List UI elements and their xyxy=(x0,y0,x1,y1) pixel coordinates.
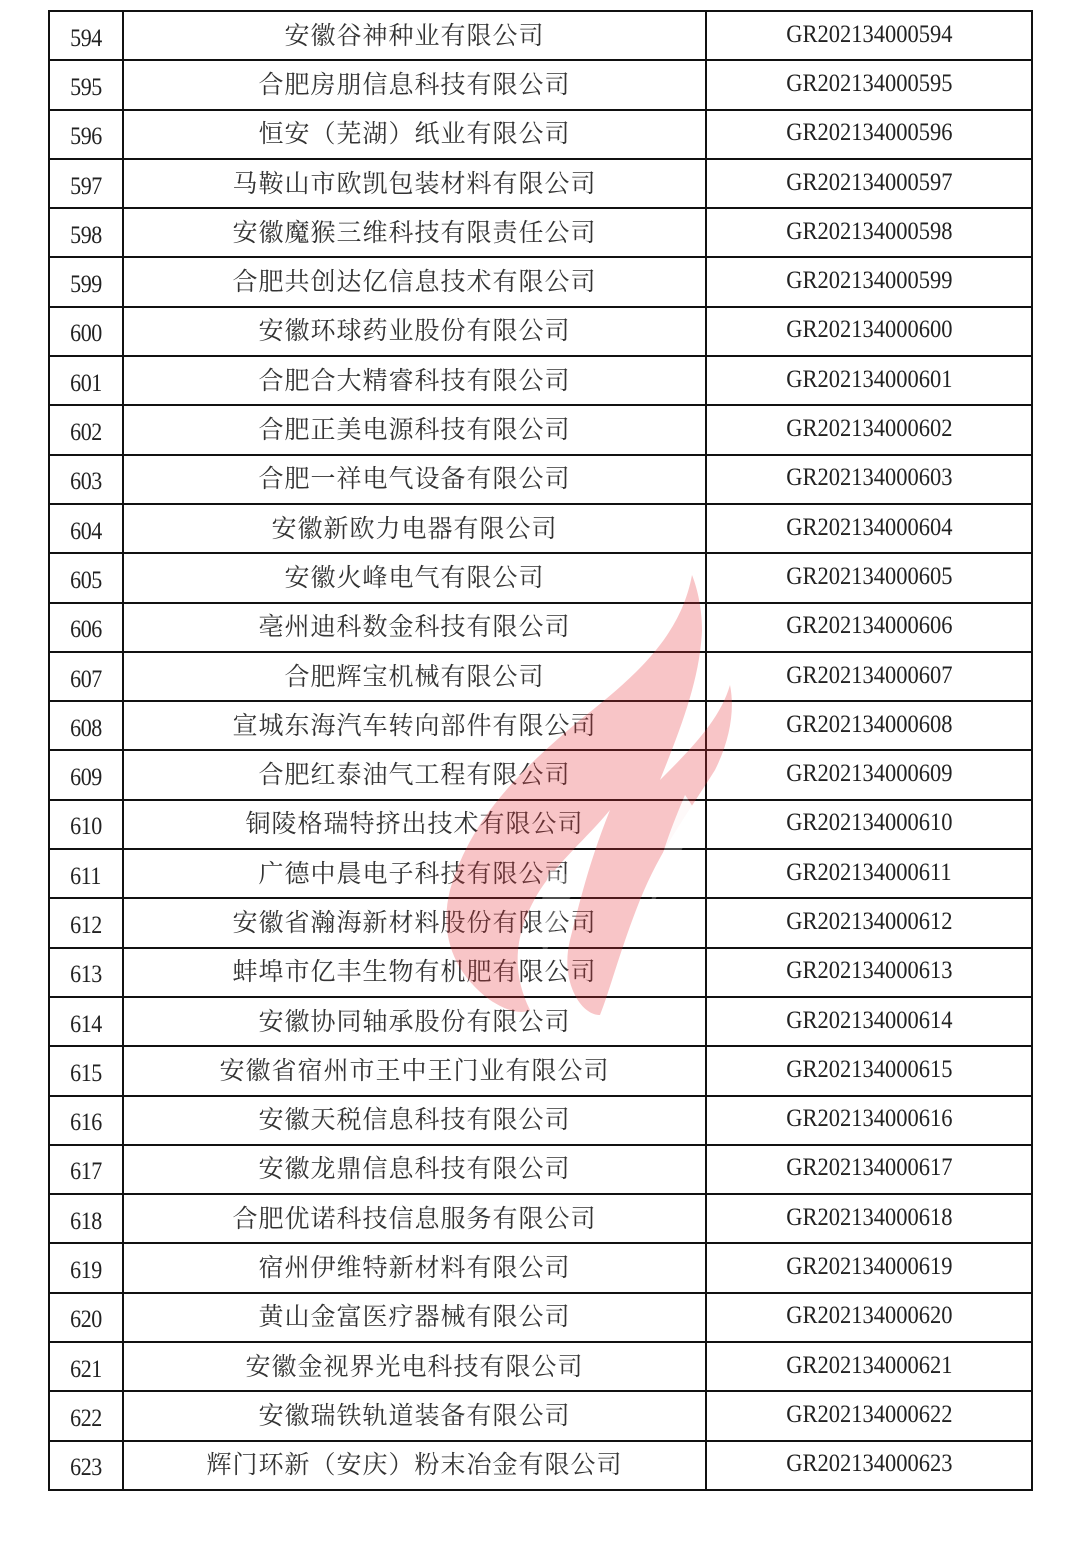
company-name-cell xyxy=(123,603,706,652)
row-number-cell xyxy=(49,110,123,159)
row-number: 616 xyxy=(70,1109,102,1137)
company-name-cell xyxy=(123,1441,706,1490)
certificate-number: GR202134000619 xyxy=(785,1253,953,1281)
row-number-cell xyxy=(49,307,123,356)
company-name-cell xyxy=(123,948,706,997)
company-name: 安徽新欧力电器有限公司 xyxy=(271,513,558,543)
company-name-cell xyxy=(123,1096,706,1145)
row-number: 596 xyxy=(70,123,102,151)
company-name-cell xyxy=(123,455,706,504)
row-number-cell xyxy=(49,898,123,947)
table-row xyxy=(49,849,1032,898)
row-number-cell xyxy=(49,1293,123,1342)
certificate-number: GR202134000597 xyxy=(785,168,953,196)
table-row xyxy=(49,948,1032,997)
row-number-cell xyxy=(49,1441,123,1490)
company-name-cell xyxy=(123,159,706,208)
company-name-cell xyxy=(123,898,706,947)
table-body xyxy=(49,11,1032,1490)
row-number-cell xyxy=(49,603,123,652)
company-name-cell xyxy=(123,1342,706,1391)
table-row xyxy=(49,455,1032,504)
certificate-number: GR202134000609 xyxy=(785,760,953,788)
table-row xyxy=(49,159,1032,208)
row-number-cell xyxy=(49,504,123,553)
company-name: 恒安（芜湖）纸业有限公司 xyxy=(258,119,571,149)
company-name: 安徽省宿州市王中王门业有限公司 xyxy=(219,1055,610,1085)
company-name-cell xyxy=(123,1243,706,1292)
row-number-cell xyxy=(49,159,123,208)
company-name-cell xyxy=(123,1194,706,1243)
certificate-number-cell xyxy=(706,159,1032,208)
company-name-cell xyxy=(123,750,706,799)
row-number: 622 xyxy=(70,1404,102,1432)
company-name-cell xyxy=(123,800,706,849)
row-number-cell xyxy=(49,750,123,799)
table-row xyxy=(49,1441,1032,1490)
row-number-cell xyxy=(49,1046,123,1095)
company-name: 合肥优诺科技信息服务有限公司 xyxy=(232,1203,597,1233)
row-number-cell xyxy=(49,849,123,898)
company-name-cell xyxy=(123,1145,706,1194)
certificate-number: GR202134000603 xyxy=(785,464,953,492)
certificate-number: GR202134000623 xyxy=(785,1450,953,1478)
row-number: 599 xyxy=(70,271,102,299)
row-number-cell xyxy=(49,11,123,60)
table-row xyxy=(49,504,1032,553)
row-number-cell xyxy=(49,257,123,306)
certificate-number: GR202134000622 xyxy=(785,1400,953,1428)
row-number-cell xyxy=(49,1391,123,1440)
company-name: 黄山金富医疗器械有限公司 xyxy=(258,1302,571,1332)
company-name-cell xyxy=(123,1293,706,1342)
row-number: 619 xyxy=(70,1257,102,1285)
table-row xyxy=(49,1342,1032,1391)
certificate-number-cell xyxy=(706,750,1032,799)
company-name: 安徽火峰电气有限公司 xyxy=(284,562,545,592)
certificate-number-cell xyxy=(706,455,1032,504)
row-number: 605 xyxy=(70,566,102,594)
company-name: 辉门环新（安庆）粉末冶金有限公司 xyxy=(206,1450,623,1480)
row-number: 608 xyxy=(70,714,102,742)
certificate-number-cell xyxy=(706,11,1032,60)
company-name-cell xyxy=(123,257,706,306)
certificate-number-cell xyxy=(706,208,1032,257)
company-name-cell xyxy=(123,11,706,60)
row-number: 612 xyxy=(70,911,102,939)
table-row xyxy=(49,60,1032,109)
row-number-cell xyxy=(49,1145,123,1194)
table-row xyxy=(49,800,1032,849)
certificate-number: GR202134000598 xyxy=(785,217,953,245)
company-name: 合肥合大精睿科技有限公司 xyxy=(258,365,571,395)
row-number: 598 xyxy=(70,221,102,249)
table-row xyxy=(49,1293,1032,1342)
row-number-cell xyxy=(49,1243,123,1292)
table-row xyxy=(49,1046,1032,1095)
certificate-number: GR202134000608 xyxy=(785,710,953,738)
certificate-number: GR202134000610 xyxy=(785,809,953,837)
certificate-number: GR202134000618 xyxy=(785,1203,953,1231)
row-number-cell xyxy=(49,701,123,750)
table-row xyxy=(49,553,1032,602)
company-list-table xyxy=(48,10,1033,1491)
certificate-number: GR202134000600 xyxy=(785,316,953,344)
row-number: 603 xyxy=(70,468,102,496)
row-number-cell xyxy=(49,1342,123,1391)
certificate-number: GR202134000613 xyxy=(785,957,953,985)
row-number: 615 xyxy=(70,1059,102,1087)
certificate-number-cell xyxy=(706,1046,1032,1095)
table-row xyxy=(49,652,1032,701)
company-list-table-container xyxy=(48,10,1031,1491)
company-name: 合肥正美电源科技有限公司 xyxy=(258,415,571,445)
company-name-cell xyxy=(123,1391,706,1440)
certificate-number: GR202134000594 xyxy=(785,20,953,48)
table-row xyxy=(49,997,1032,1046)
row-number-cell xyxy=(49,800,123,849)
certificate-number-cell xyxy=(706,1342,1032,1391)
company-name: 安徽省瀚海新材料股份有限公司 xyxy=(232,907,597,937)
certificate-number-cell xyxy=(706,553,1032,602)
table-row xyxy=(49,208,1032,257)
row-number: 601 xyxy=(70,369,102,397)
table-row xyxy=(49,701,1032,750)
row-number: 617 xyxy=(70,1158,102,1186)
row-number: 595 xyxy=(70,73,102,101)
company-name: 蚌埠市亿丰生物有机肥有限公司 xyxy=(232,957,597,987)
certificate-number-cell xyxy=(706,1441,1032,1490)
certificate-number-cell xyxy=(706,1243,1032,1292)
certificate-number-cell xyxy=(706,800,1032,849)
company-name-cell xyxy=(123,553,706,602)
row-number-cell xyxy=(49,356,123,405)
company-name: 安徽瑞铁轨道装备有限公司 xyxy=(258,1400,571,1430)
row-number: 600 xyxy=(70,320,102,348)
certificate-number: GR202134000615 xyxy=(785,1055,953,1083)
row-number-cell xyxy=(49,1194,123,1243)
certificate-number: GR202134000605 xyxy=(785,562,953,590)
company-name: 宿州伊维特新材料有限公司 xyxy=(258,1253,571,1283)
table-row xyxy=(49,356,1032,405)
table-row xyxy=(49,1391,1032,1440)
table-row xyxy=(49,307,1032,356)
certificate-number: GR202134000607 xyxy=(785,661,953,689)
certificate-number: GR202134000604 xyxy=(785,513,953,541)
certificate-number: GR202134000601 xyxy=(785,365,953,393)
row-number: 620 xyxy=(70,1306,102,1334)
table-row xyxy=(49,1243,1032,1292)
table-row xyxy=(49,110,1032,159)
table-row xyxy=(49,750,1032,799)
company-name: 合肥一祥电气设备有限公司 xyxy=(258,464,571,494)
certificate-number: GR202134000614 xyxy=(785,1006,953,1034)
table-row xyxy=(49,1096,1032,1145)
certificate-number: GR202134000616 xyxy=(785,1105,953,1133)
certificate-number: GR202134000595 xyxy=(785,69,953,97)
company-name: 安徽天税信息科技有限公司 xyxy=(258,1105,571,1135)
certificate-number-cell xyxy=(706,405,1032,454)
table-row xyxy=(49,257,1032,306)
row-number-cell xyxy=(49,652,123,701)
row-number: 594 xyxy=(70,24,102,52)
row-number-cell xyxy=(49,60,123,109)
company-name: 合肥辉宝机械有限公司 xyxy=(284,661,545,691)
row-number: 618 xyxy=(70,1207,102,1235)
company-name-cell xyxy=(123,849,706,898)
row-number-cell xyxy=(49,1096,123,1145)
certificate-number-cell xyxy=(706,652,1032,701)
row-number-cell xyxy=(49,948,123,997)
table-row xyxy=(49,11,1032,60)
row-number: 606 xyxy=(70,616,102,644)
certificate-number: GR202134000599 xyxy=(785,267,953,295)
row-number-cell xyxy=(49,997,123,1046)
row-number: 623 xyxy=(70,1454,102,1482)
row-number-cell xyxy=(49,553,123,602)
certificate-number-cell xyxy=(706,356,1032,405)
company-name-cell xyxy=(123,701,706,750)
certificate-number-cell xyxy=(706,1391,1032,1440)
table-row xyxy=(49,1145,1032,1194)
certificate-number-cell xyxy=(706,849,1032,898)
company-name: 马鞍山市欧凯包装材料有限公司 xyxy=(232,168,597,198)
row-number: 602 xyxy=(70,419,102,447)
row-number: 621 xyxy=(70,1355,102,1383)
company-name: 铜陵格瑞特挤出技术有限公司 xyxy=(245,809,584,839)
certificate-number-cell xyxy=(706,257,1032,306)
certificate-number: GR202134000621 xyxy=(785,1351,953,1379)
company-name: 安徽金视界光电科技有限公司 xyxy=(245,1351,584,1381)
company-name-cell xyxy=(123,307,706,356)
row-number: 609 xyxy=(70,764,102,792)
company-name-cell xyxy=(123,60,706,109)
company-name: 安徽谷神种业有限公司 xyxy=(284,20,545,50)
row-number: 597 xyxy=(70,172,102,200)
company-name-cell xyxy=(123,356,706,405)
company-name: 安徽协同轴承股份有限公司 xyxy=(258,1006,571,1036)
certificate-number-cell xyxy=(706,997,1032,1046)
certificate-number-cell xyxy=(706,110,1032,159)
certificate-number-cell xyxy=(706,948,1032,997)
company-name-cell xyxy=(123,405,706,454)
certificate-number-cell xyxy=(706,60,1032,109)
certificate-number-cell xyxy=(706,701,1032,750)
row-number: 607 xyxy=(70,665,102,693)
certificate-number-cell xyxy=(706,1096,1032,1145)
certificate-number-cell xyxy=(706,1194,1032,1243)
company-name: 合肥共创达亿信息技术有限公司 xyxy=(232,267,597,297)
row-number: 614 xyxy=(70,1010,102,1038)
table-row xyxy=(49,405,1032,454)
certificate-number: GR202134000620 xyxy=(785,1302,953,1330)
company-name: 安徽环球药业股份有限公司 xyxy=(258,316,571,346)
row-number: 611 xyxy=(70,862,102,890)
company-name: 宣城东海汽车转向部件有限公司 xyxy=(232,710,597,740)
row-number: 610 xyxy=(70,813,102,841)
company-name-cell xyxy=(123,997,706,1046)
certificate-number-cell xyxy=(706,1293,1032,1342)
company-name-cell xyxy=(123,110,706,159)
company-name-cell xyxy=(123,652,706,701)
company-name: 广德中晨电子科技有限公司 xyxy=(258,858,571,888)
certificate-number: GR202134000612 xyxy=(785,907,953,935)
row-number-cell xyxy=(49,455,123,504)
certificate-number-cell xyxy=(706,307,1032,356)
company-name-cell xyxy=(123,1046,706,1095)
certificate-number-cell xyxy=(706,504,1032,553)
certificate-number-cell xyxy=(706,898,1032,947)
row-number: 604 xyxy=(70,517,102,545)
company-name-cell xyxy=(123,208,706,257)
certificate-number: GR202134000611 xyxy=(786,858,952,886)
table-row xyxy=(49,1194,1032,1243)
company-name: 合肥红泰油气工程有限公司 xyxy=(258,760,571,790)
company-name: 安徽龙鼎信息科技有限公司 xyxy=(258,1154,571,1184)
certificate-number: GR202134000606 xyxy=(785,612,953,640)
company-name: 安徽魔猴三维科技有限责任公司 xyxy=(232,217,597,247)
company-name: 亳州迪科数金科技有限公司 xyxy=(258,612,571,642)
row-number: 613 xyxy=(70,961,102,989)
company-name: 合肥房朋信息科技有限公司 xyxy=(258,69,571,99)
row-number-cell xyxy=(49,208,123,257)
certificate-number-cell xyxy=(706,1145,1032,1194)
certificate-number-cell xyxy=(706,603,1032,652)
company-name-cell xyxy=(123,504,706,553)
row-number-cell xyxy=(49,405,123,454)
certificate-number: GR202134000596 xyxy=(785,119,953,147)
certificate-number: GR202134000617 xyxy=(785,1154,953,1182)
table-row xyxy=(49,603,1032,652)
table-row xyxy=(49,898,1032,947)
certificate-number: GR202134000602 xyxy=(785,415,953,443)
